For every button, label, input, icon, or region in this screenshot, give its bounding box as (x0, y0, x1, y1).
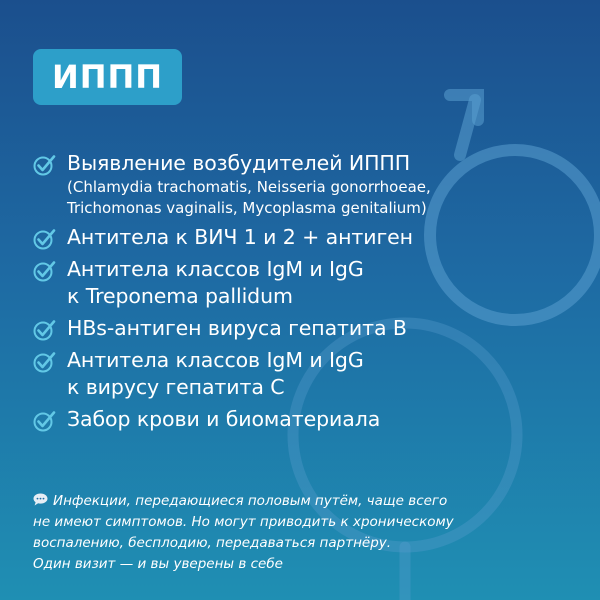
check-circle-icon (33, 227, 57, 251)
list-item (33, 347, 588, 401)
check-circle-icon (33, 153, 57, 177)
check-circle-icon (33, 259, 57, 283)
footnote (33, 491, 573, 575)
footnote-text: воспалению, бесплодию, передаваться партнёру. (33, 535, 392, 551)
footnote-text: Один визит — и вы уверены в себе (33, 556, 283, 572)
list-item (33, 315, 588, 342)
checklist (33, 150, 588, 438)
list-item-text: Забор крови и биоматериала (67, 407, 381, 431)
list-item-text: Антитела классов IgM и IgG (67, 257, 364, 281)
speech-bubble-icon (33, 493, 48, 506)
footnote-text: Инфекции, передающиеся половым путём, чаще всего (53, 493, 448, 509)
list-item-text: Выявление возбудителей ИППП (67, 151, 411, 175)
title-badge (33, 49, 182, 105)
footnote-line (33, 491, 573, 512)
list-item-subtext: Trichomonas vaginalis, Mycoplasma genitalium) (67, 199, 427, 217)
list-item-subtext: (Chlamydia trachomatis, Neisseria gonorrhoeae, (67, 178, 431, 196)
check-circle-icon (33, 318, 57, 342)
list-item-text-continued: к Treponema pallidum (67, 284, 293, 308)
list-item-text: Антитела к ВИЧ 1 и 2 + антиген (67, 225, 413, 249)
page-title: ИППП (51, 58, 164, 96)
list-item (33, 406, 588, 433)
check-circle-icon (33, 350, 57, 374)
list-item-text-continued: к вирусу гепатита С (67, 375, 285, 399)
list-item-text: Антитела классов IgM и IgG (67, 348, 364, 372)
list-item (33, 150, 588, 219)
list-item (33, 256, 588, 310)
check-circle-icon (33, 409, 57, 433)
list-item (33, 224, 588, 251)
list-item-text: HBs-антиген вируса гепатита В (67, 316, 407, 340)
footnote-text: не имеют симптомов. Но могут приводить к хроническому (33, 514, 454, 530)
